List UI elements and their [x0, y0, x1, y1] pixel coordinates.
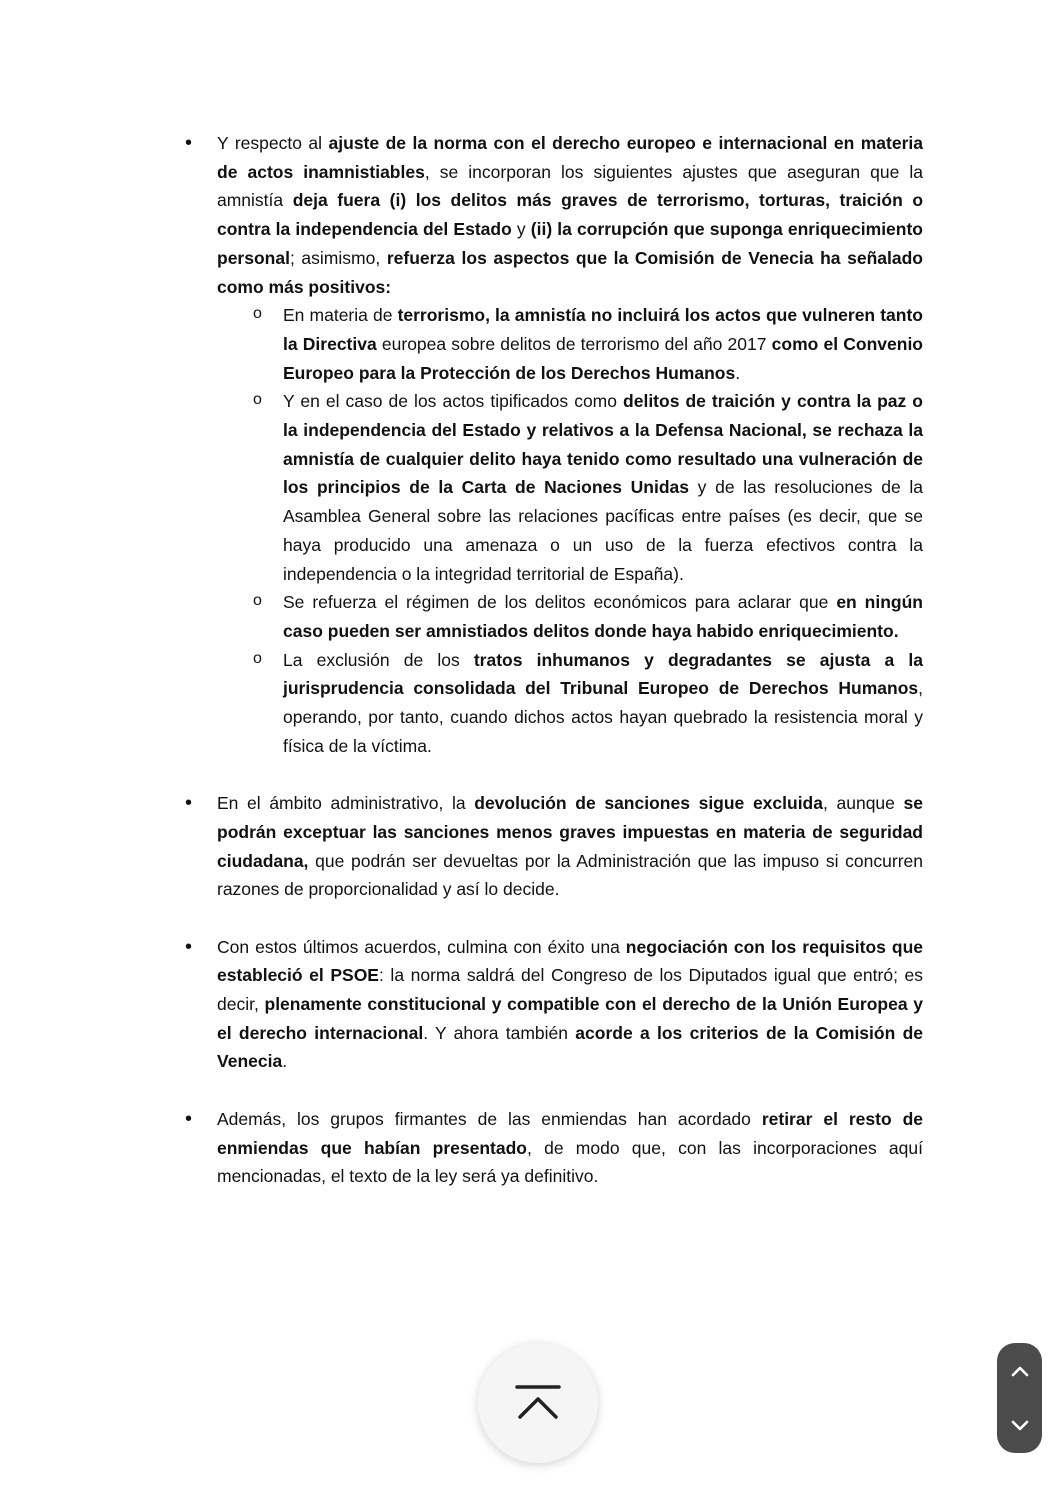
bold-text: retirar el resto de enmiendas que habían presentado	[217, 1108, 923, 1158]
bullet-paragraph	[217, 789, 923, 904]
text: y	[511, 219, 531, 240]
text: Se refuerza el régimen de los delitos económicos para aclarar que	[283, 592, 837, 613]
bullet-paragraph	[217, 129, 923, 301]
bold-text: tratos inhumanos y degradantes se ajusta a la jurisprudencia consolidada del Tribunal Europeo de Derechos Humanos	[283, 649, 923, 699]
text: ; asimismo,	[289, 247, 387, 268]
document-body	[185, 129, 923, 1191]
text: . Y ahora también	[423, 1022, 576, 1043]
page-navigation-pill	[997, 1343, 1042, 1453]
bold-text: acorde a los criterios de la Comisión de Venecia	[217, 1022, 923, 1072]
scroll-to-top-icon	[514, 1383, 562, 1423]
text: .	[735, 362, 741, 383]
bold-text: ajuste de la norma con el derecho europeo e internacional en materia de actos inamnistiables	[217, 133, 923, 182]
bold-text: devolución de sanciones sigue excluida	[474, 793, 823, 814]
text: Además, los grupos firmantes de las enmiendas han acordado	[217, 1108, 762, 1129]
text: Con estos últimos acuerdos, culmina con éxito una	[217, 936, 626, 957]
text: .	[282, 1051, 288, 1072]
text: Y en el caso de los actos tipificados como	[283, 391, 624, 412]
bold-text: refuerza los aspectos que la Comisión de Venecia ha señalado como más positivos:	[217, 247, 923, 297]
text: , se incorporan los siguientes ajustes que aseguran que la amnistía	[217, 161, 923, 211]
bullet-item	[185, 129, 923, 760]
bullet-item	[185, 1105, 923, 1191]
previous-page-button[interactable]	[1009, 1360, 1031, 1382]
text: : la norma saldrá del Congreso de los Diputados igual que entró; es decir,	[217, 965, 923, 1015]
next-page-button[interactable]	[1009, 1415, 1031, 1437]
text: En el ámbito administrativo, la	[217, 793, 475, 814]
text: En materia de	[283, 305, 398, 326]
text: , operando, por tanto, cuando dichos actos hayan quebrado la resistencia moral y física de la víctima.	[283, 678, 923, 756]
sub-list-item	[217, 387, 923, 588]
text: , aunque	[822, 793, 904, 814]
bold-text: en ningún caso pueden ser amnistiados delitos donde haya habido enriquecimiento.	[283, 592, 923, 641]
text: La exclusión de los	[283, 649, 474, 670]
bold-text: delitos de traición y contra la paz o la independencia del Estado y relativos a la Defensa Nacional, se rechaza la amnistía de cualquier delito haya tenido como resultado una vulneración de los principios de la Carta de Naciones Unidas	[283, 391, 923, 498]
bold-text: se podrán exceptuar las sanciones menos graves impuestas en materia de seguridad ciudadana,	[217, 793, 924, 871]
bold-text: terrorismo, la amnistía no incluirá los actos que vulneren tanto la Directiva	[283, 305, 923, 354]
bullet-paragraph	[217, 1105, 923, 1191]
sub-list	[217, 301, 923, 760]
text: y de las resoluciones de la Asamblea General sobre las relaciones pacíficas entre países (es decir, que se haya producido una amenaza o un uso de la fuerza efectivos contra la independencia o la integridad territorial de España).	[283, 477, 923, 584]
sub-list-item	[217, 588, 923, 645]
text: , de modo que, con las incorporaciones aquí mencionadas, el texto de la ley será ya definitivo.	[217, 1137, 923, 1187]
scroll-to-top-button[interactable]	[478, 1343, 598, 1463]
sub-list-item	[217, 301, 923, 387]
chevron-up-icon	[1013, 1368, 1027, 1375]
bullet-item	[185, 933, 923, 1077]
text: europea sobre delitos de terrorismo del año 2017	[376, 333, 772, 354]
bold-text: negociación con los requisitos que estableció el PSOE	[217, 936, 923, 986]
bold-text: deja fuera (i) los delitos más graves de terrorismo, torturas, traición o contra la independencia del Estado	[217, 190, 924, 240]
bullet-list	[185, 129, 923, 1191]
text: Y respecto al	[217, 133, 329, 153]
bullet-paragraph	[217, 933, 923, 1077]
chevron-down-icon	[1013, 1422, 1027, 1429]
bullet-item	[185, 789, 923, 904]
sub-list-item	[217, 646, 923, 761]
bold-text: como el Convenio Europeo para la Protección de los Derechos Humanos	[283, 333, 923, 383]
bold-text: plenamente constitucional y compatible con el derecho de la Unión Europea y el derecho internacional	[217, 994, 923, 1043]
text: que podrán ser devueltas por la Administración que las impuso si concurren razones de proporcionalidad y así lo decide.	[217, 850, 923, 900]
bold-text: (ii) la corrupción que suponga enriquecimiento personal	[217, 219, 923, 268]
